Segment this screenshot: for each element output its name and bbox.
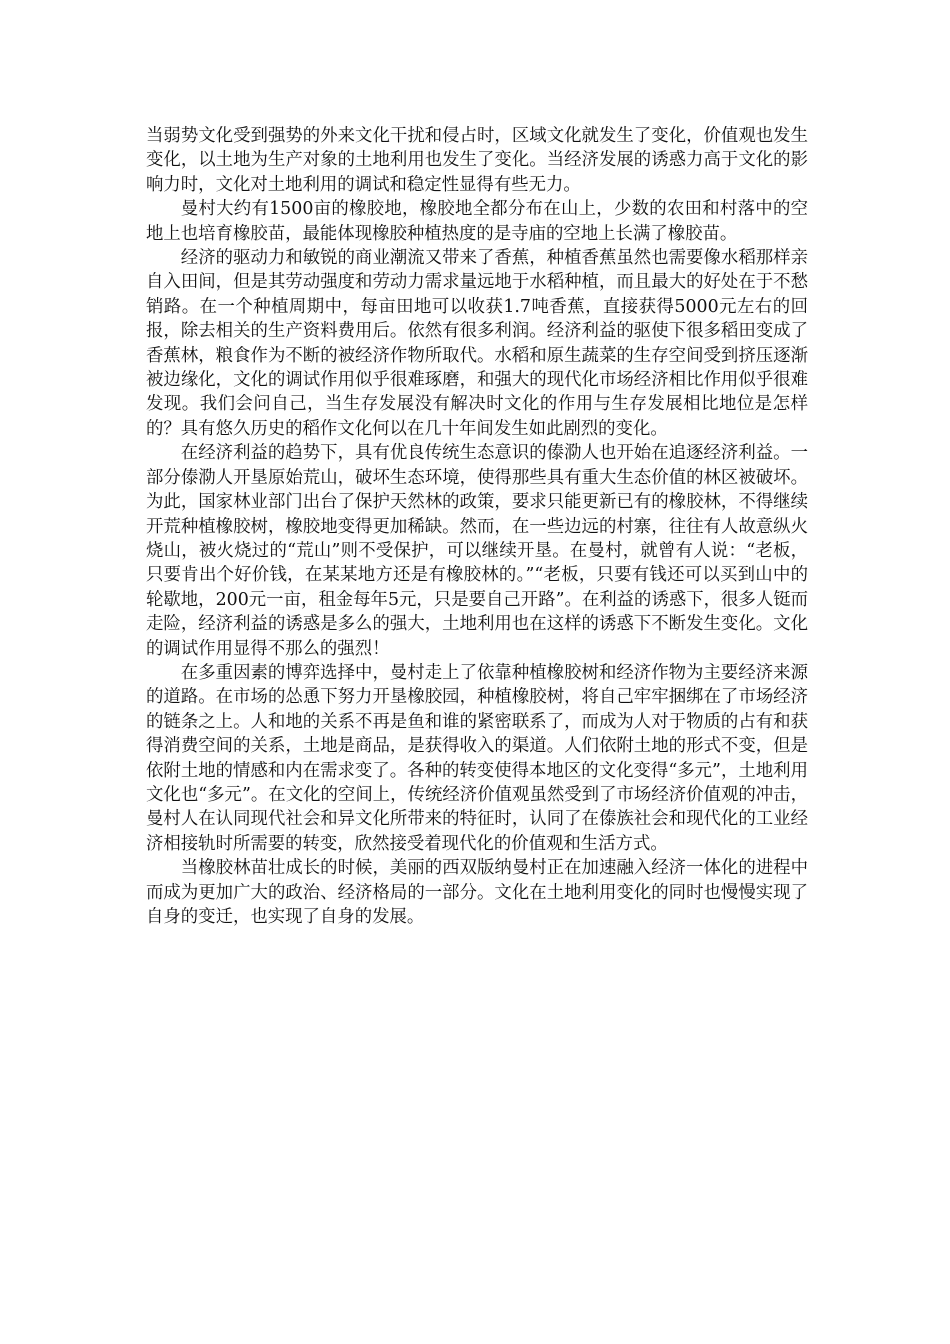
document-body	[146, 124, 808, 929]
paragraph-4: 在经济利益的趋势下，具有优良传统生态意识的傣泐人也开始在追逐经济利益。一部分傣泐人开垦原始荒山，破坏生态环境，使得那些具有重大生态价值的林区被破坏。为此，国家林业部门出台了保护天然林的政策，要求只能更新已有的橡胶林，不得继续开荒种植橡胶树，橡胶地变得更加稀缺。然而，在一些边远的村寨，往往有人故意纵火烧山，被火烧过的“荒山”则不受保护，可以继续开垦。在曼村，就曾有人说：“老板，只要肯出个好价钱，在某某地方还是有橡胶林的。”“老板，只要有钱还可以买到山中的轮歇地，200元一亩，租金每年5元，只是要自己开路”。在利益的诱惑下，很多人铤而走险，经济利益的诱惑是多么的强大，土地利用也在这样的诱惑下不断发生变化。文化的调试作用显得不那么的强烈！	[146, 443, 808, 659]
paragraph-1: 当弱势文化受到强势的外来文化干扰和侵占时，区域文化就发生了变化，价值观也发生变化，以土地为生产对象的土地利用也发生了变化。当经济发展的诱惑力高于文化的影响力时，文化对土地利用的调试和稳定性显得有些无力。	[146, 126, 808, 195]
paragraph-5: 在多重因素的博弈选择中，曼村走上了依靠种植橡胶树和经济作物为主要经济来源的道路。在市场的怂恿下努力开垦橡胶园，种植橡胶树，将自己牢牢捆绑在了市场经济的链条之上。人和地的关系不再是鱼和谁的紧密联系了，而成为人对于物质的占有和获得消费空间的关系，土地是商品，是获得收入的渠道。人们依附土地的形式不变，但是依附土地的情感和内在需求变了。各种的转变使得本地区的文化变得“多元”，土地利用文化也“多元”。在文化的空间上，传统经济价值观虽然受到了市场经济价值观的冲击，曼村人在认同现代社会和异文化所带来的特征时，认同了在傣族社会和现代化的工业经济相接轨时所需要的转变，欣然接受着现代化的价值观和生活方式。	[146, 662, 808, 854]
paragraph-3: 经济的驱动力和敏锐的商业潮流又带来了香蕉，种植香蕉虽然也需要像水稻那样亲自入田间，但是其劳动强度和劳动力需求量远地于水稻种植，而且最大的好处在于不愁销路。在一个种植周期中，每亩田地可以收获1.7吨香蕉，直接获得5000元左右的回报，除去相关的生产资料费用后。依然有很多利润。经济利益的驱使下很多稻田变成了香蕉林，粮食作为不断的被经济作物所取代。水稻和原生蔬菜的生存空间受到挤压逐渐被边缘化，文化的调试作用似乎很难琢磨，和强大的现代化市场经济相比作用似乎很难发现。我们会问自己，当生存发展没有解决时文化的作用与生存发展相比地位是怎样的？具有悠久历史的稻作文化何以在几十年间发生如此剧烈的变化。	[146, 248, 808, 439]
paragraph-6: 当橡胶林苗壮成长的时候，美丽的西双版纳曼村正在加速融入经济一体化的进程中而成为更加广大的政治、经济格局的一部分。文化在土地利用变化的同时也慢慢实现了自身的变迁，也实现了自身的发展。	[146, 858, 808, 927]
paragraph-2: 曼村大约有1500亩的橡胶地，橡胶地全都分布在山上，少数的农田和村落中的空地上也培育橡胶苗，最能体现橡胶种植热度的是寺庙的空地上长满了橡胶苗。	[146, 199, 808, 244]
